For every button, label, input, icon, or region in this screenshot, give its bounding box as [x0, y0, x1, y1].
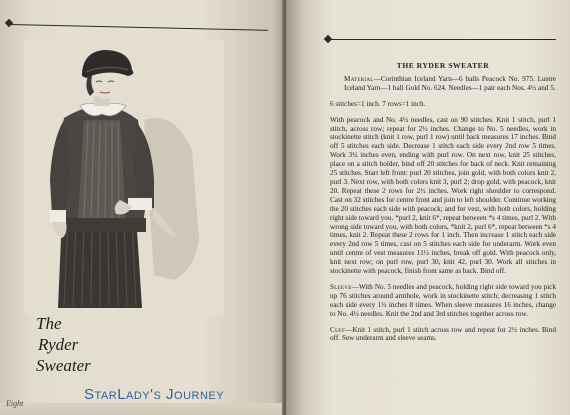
pattern-instructions: [330, 62, 556, 350]
page-number: Eight: [6, 399, 24, 408]
photo-caption: [36, 313, 176, 376]
left-page: [0, 0, 284, 415]
ornamental-rule: [10, 24, 268, 31]
sleeve-text: —With No. 5 needles and peacock, holding right side toward you pick up 76 stitches around armhole, work in stockinette stitch; decreasing 1 stitch each side every 1½ inches 8 times. When sleeve measures 16 inches, change to No. 4½ needles. Knit the 2nd and 3rd stitches together across row.: [330, 282, 556, 318]
article-title: THE RYDER SWEATER: [396, 61, 490, 70]
sweater-photo: [24, 40, 224, 315]
cuff-paragraph: [330, 326, 556, 344]
cuff-text: —Knit 1 stitch, purl 1 stitch across row and repeat for 2½ inches. Bind off. Sew underarm and sleeve seams.: [330, 325, 556, 343]
sleeve-paragraph: [330, 283, 556, 319]
caption-line: Ryder: [38, 335, 79, 354]
diamond-ornament-icon: [5, 19, 13, 27]
gauge-line: 6 stitches=1 inch. 7 rows=1 inch.: [330, 99, 426, 108]
right-page: [286, 0, 570, 415]
materials-label: Material: [344, 74, 374, 83]
magazine-title: StarLady's Journey: [84, 386, 225, 403]
materials-paragraph: [330, 75, 556, 93]
ornamental-rule: [330, 39, 556, 40]
diamond-ornament-icon: [324, 34, 332, 42]
page-footer-strip: [0, 403, 284, 415]
sleeve-label: Sleeve: [330, 282, 352, 291]
cuff-label: Cuff: [330, 325, 346, 334]
caption-line: Sweater: [36, 356, 91, 375]
caption-line: The: [36, 314, 62, 333]
body-paragraph: With peacock and No. 4½ needles, cast on 90 stitches. Knit 1 stitch, purl 1 stitch, across row; repeat for 2½ inches. Change to No. 5 needles, work in stockinette stitch (knit 1 row, purl 1 row) until back measures 17 inches. Bind off 5 stitches each side. Decrease 1 stitch each side every 2nd row 5 times. Work 3½ inches even, ending with purl row. On next row, knit 25 stitches, place on a stitch holder, bind off 20 stitches for back of neck. Knit remaining 25 stitches. Start left front: purl 20 stitches, join gold, with both colors knit 2, purl 3. Next row, with both colors knit 3, purl 2; drop gold, with peacock, knit 20. Repeat these 2 rows for 2½ inches. Work right shoulder to correspond. Cast on 32 stitches for centre front and join to left shoulder. Continue working the 20 stitches each side with peacock; and for vest, with both colors, holding right side toward you. *purl 2, knit 6*, repeat between *s 4 times, purl 2. With wrong side toward you, with both colors, *knit 2, purl 6*, repeat between *s 4 times, knit 2. Repeat these 2 rows for 1 inch. Then increase 1 stitch each side every 2nd row 5 times, cast on 5 stitches each side for underarm. Work even until centre of vest measures 11½ inches, break off gold. With peacock only, knit next row; on purl row, purl 30, knit 42, purl 30. Work all stitches in stockinette with peacock, finish front same as back. Bind off.: [330, 115, 556, 276]
materials-text: —Corinthian Iceland Yarn—6 balls Peacock No. 975. Lustre Iceland Yarn—1 ball Gold No. 624. Needles—1 pair each Nos. 4½ and 5.: [344, 74, 556, 92]
